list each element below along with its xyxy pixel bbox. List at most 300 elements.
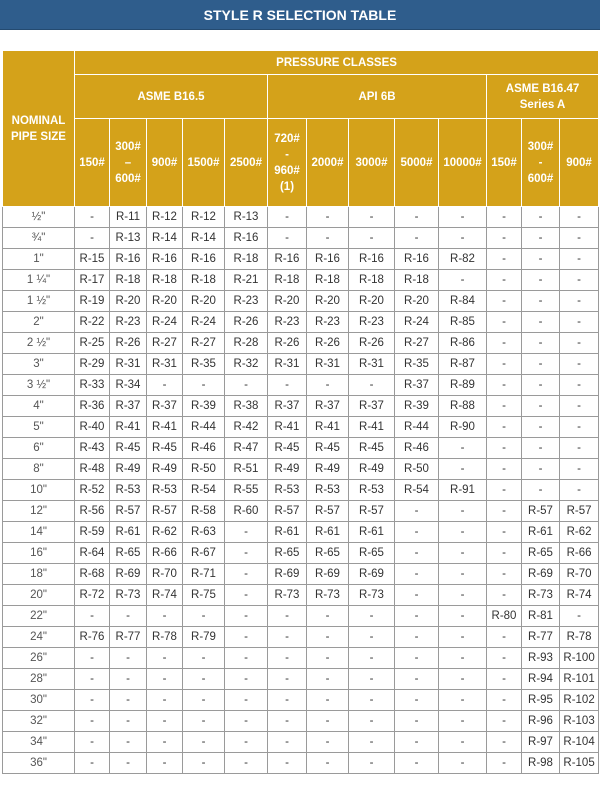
- ring-number-cell: -: [147, 648, 183, 669]
- ring-number-cell: -: [439, 648, 487, 669]
- class-header-line: 600#: [527, 172, 554, 185]
- ring-number-cell: R-45: [268, 438, 307, 459]
- ring-number-cell: R-29: [75, 354, 110, 375]
- ring-number-cell: -: [110, 753, 147, 774]
- ring-number-cell: R-65: [268, 543, 307, 564]
- ring-number-cell: R-85: [439, 312, 487, 333]
- ring-number-cell: -: [349, 606, 395, 627]
- ring-number-cell: R-57: [560, 501, 599, 522]
- ring-number-cell: -: [560, 480, 599, 501]
- ring-number-cell: -: [307, 627, 349, 648]
- table-row: [3, 543, 599, 564]
- ring-number-cell: R-49: [147, 459, 183, 480]
- ring-number-cell: -: [268, 228, 307, 249]
- ring-number-cell: -: [395, 753, 439, 774]
- ring-number-cell: R-24: [183, 312, 225, 333]
- ring-number-cell: -: [487, 711, 522, 732]
- ring-number-cell: -: [75, 228, 110, 249]
- class-header-line: -: [538, 156, 543, 169]
- asme-b16-5-header: ASME B16.5: [75, 75, 268, 119]
- pipe-size-cell: 24": [3, 627, 75, 648]
- ring-number-cell: R-54: [183, 480, 225, 501]
- class-header-cell: [349, 119, 395, 207]
- ring-number-cell: -: [307, 207, 349, 228]
- ring-number-cell: -: [110, 690, 147, 711]
- ring-number-cell: -: [522, 396, 560, 417]
- ring-number-cell: R-37: [110, 396, 147, 417]
- pipe-size-cell: 3": [3, 354, 75, 375]
- ring-number-cell: R-11: [110, 207, 147, 228]
- ring-number-cell: -: [439, 627, 487, 648]
- table-row: [3, 291, 599, 312]
- ring-number-cell: R-102: [560, 690, 599, 711]
- ring-number-cell: R-20: [307, 291, 349, 312]
- ring-number-cell: -: [395, 648, 439, 669]
- ring-number-cell: -: [522, 375, 560, 396]
- ring-number-cell: -: [225, 375, 268, 396]
- ring-number-cell: R-78: [147, 627, 183, 648]
- ring-number-cell: R-59: [75, 522, 110, 543]
- class-header-cell: [75, 119, 110, 207]
- ring-number-cell: -: [183, 648, 225, 669]
- ring-number-cell: R-54: [395, 480, 439, 501]
- table-row: [3, 711, 599, 732]
- ring-number-cell: R-57: [349, 501, 395, 522]
- ring-number-cell: R-88: [439, 396, 487, 417]
- ring-number-cell: R-37: [349, 396, 395, 417]
- ring-number-cell: -: [395, 732, 439, 753]
- pipe-size-cell: 1 ¼": [3, 270, 75, 291]
- ring-number-cell: R-18: [147, 270, 183, 291]
- ring-number-cell: R-14: [183, 228, 225, 249]
- table-row: [3, 585, 599, 606]
- pipe-size-cell: 12": [3, 501, 75, 522]
- pipe-size-cell: 2 ½": [3, 333, 75, 354]
- ring-number-cell: R-28: [225, 333, 268, 354]
- ring-number-cell: R-67: [183, 543, 225, 564]
- ring-number-cell: R-31: [147, 354, 183, 375]
- ring-number-cell: -: [439, 606, 487, 627]
- ring-number-cell: -: [307, 753, 349, 774]
- pressure-classes-header: PRESSURE CLASSES: [75, 51, 599, 75]
- ring-number-cell: R-45: [349, 438, 395, 459]
- ring-number-cell: -: [307, 648, 349, 669]
- ring-number-cell: R-77: [110, 627, 147, 648]
- ring-number-cell: -: [487, 522, 522, 543]
- ring-number-cell: -: [395, 207, 439, 228]
- ring-number-cell: -: [395, 711, 439, 732]
- table-row: [3, 732, 599, 753]
- class-header-cell: [110, 119, 147, 207]
- ring-number-cell: R-32: [225, 354, 268, 375]
- pipe-size-cell: 34": [3, 732, 75, 753]
- ring-number-cell: R-26: [307, 333, 349, 354]
- ring-number-cell: R-51: [225, 459, 268, 480]
- ring-number-cell: -: [268, 606, 307, 627]
- ring-number-cell: R-52: [75, 480, 110, 501]
- ring-number-cell: R-40: [75, 417, 110, 438]
- ring-number-cell: -: [268, 711, 307, 732]
- class-header-cell: [522, 119, 560, 207]
- ring-number-cell: -: [110, 606, 147, 627]
- asme-b16-47-header: ASME B16.47 Series A: [487, 75, 599, 119]
- pipe-size-cell: 3 ½": [3, 375, 75, 396]
- ring-number-cell: -: [225, 732, 268, 753]
- ring-number-cell: -: [307, 375, 349, 396]
- ring-number-cell: R-89: [439, 375, 487, 396]
- ring-number-cell: -: [439, 732, 487, 753]
- table-row: [3, 606, 599, 627]
- ring-number-cell: R-56: [75, 501, 110, 522]
- ring-number-cell: R-65: [522, 543, 560, 564]
- ring-number-cell: R-16: [349, 249, 395, 270]
- ring-number-cell: -: [439, 270, 487, 291]
- ring-number-cell: R-91: [439, 480, 487, 501]
- ring-number-cell: -: [395, 690, 439, 711]
- ring-number-cell: -: [487, 438, 522, 459]
- ring-number-cell: -: [349, 648, 395, 669]
- ring-number-cell: R-39: [395, 396, 439, 417]
- ring-number-cell: -: [439, 459, 487, 480]
- ring-number-cell: -: [349, 669, 395, 690]
- pipe-size-cell: 28": [3, 669, 75, 690]
- ring-number-cell: R-49: [268, 459, 307, 480]
- ring-number-cell: R-41: [110, 417, 147, 438]
- ring-number-cell: R-93: [522, 648, 560, 669]
- nominal-pipe-size-header: NOMINAL PIPE SIZE: [3, 51, 75, 207]
- ring-number-cell: R-103: [560, 711, 599, 732]
- ring-number-cell: -: [225, 711, 268, 732]
- ring-number-cell: -: [487, 753, 522, 774]
- ring-number-cell: R-64: [75, 543, 110, 564]
- ring-number-cell: -: [439, 564, 487, 585]
- ring-number-cell: R-73: [110, 585, 147, 606]
- ring-number-cell: -: [560, 417, 599, 438]
- ring-number-cell: -: [349, 375, 395, 396]
- ring-number-cell: -: [439, 207, 487, 228]
- ring-number-cell: R-72: [75, 585, 110, 606]
- ring-number-cell: R-18: [225, 249, 268, 270]
- class-header-line: 300#: [115, 140, 141, 153]
- ring-number-cell: R-33: [75, 375, 110, 396]
- ring-number-cell: R-31: [268, 354, 307, 375]
- ring-number-cell: -: [183, 732, 225, 753]
- ring-number-cell: R-57: [307, 501, 349, 522]
- pipe-size-cell: 20": [3, 585, 75, 606]
- class-header-line: 150#: [491, 156, 517, 169]
- ring-number-cell: R-44: [395, 417, 439, 438]
- table-row: [3, 501, 599, 522]
- ring-number-cell: -: [522, 333, 560, 354]
- table-row: [3, 522, 599, 543]
- ring-number-cell: R-79: [183, 627, 225, 648]
- ring-number-cell: R-38: [225, 396, 268, 417]
- ring-number-cell: -: [560, 375, 599, 396]
- table-row: [3, 333, 599, 354]
- pipe-size-cell: 1": [3, 249, 75, 270]
- ring-number-cell: -: [395, 606, 439, 627]
- ring-number-cell: R-63: [183, 522, 225, 543]
- pipe-size-cell: 32": [3, 711, 75, 732]
- ring-number-cell: R-23: [225, 291, 268, 312]
- ring-number-cell: R-73: [307, 585, 349, 606]
- pipe-size-cell: 8": [3, 459, 75, 480]
- ring-number-cell: -: [225, 543, 268, 564]
- class-header-line: 2000#: [311, 156, 344, 169]
- pipe-size-cell: 22": [3, 606, 75, 627]
- ring-number-cell: R-27: [395, 333, 439, 354]
- ring-number-cell: R-48: [75, 459, 110, 480]
- pipe-size-cell: 5": [3, 417, 75, 438]
- class-header-line: 900#: [566, 156, 592, 169]
- ring-number-cell: R-76: [75, 627, 110, 648]
- ring-number-cell: R-20: [147, 291, 183, 312]
- ring-number-cell: -: [522, 249, 560, 270]
- ring-number-cell: R-31: [349, 354, 395, 375]
- class-header-cell: [560, 119, 599, 207]
- ring-number-cell: R-65: [110, 543, 147, 564]
- ring-number-cell: R-23: [268, 312, 307, 333]
- ring-number-cell: -: [487, 228, 522, 249]
- ring-number-cell: -: [487, 417, 522, 438]
- ring-number-cell: -: [395, 543, 439, 564]
- ring-number-cell: R-55: [225, 480, 268, 501]
- class-header-line: 3000#: [355, 156, 388, 169]
- ring-number-cell: R-61: [522, 522, 560, 543]
- ring-number-cell: R-100: [560, 648, 599, 669]
- ring-number-cell: -: [183, 711, 225, 732]
- ring-number-cell: -: [349, 207, 395, 228]
- ring-number-cell: -: [75, 753, 110, 774]
- ring-number-cell: -: [183, 690, 225, 711]
- ring-number-cell: R-26: [225, 312, 268, 333]
- ring-number-cell: -: [522, 228, 560, 249]
- ring-number-cell: R-16: [225, 228, 268, 249]
- ring-number-cell: R-35: [395, 354, 439, 375]
- ring-number-cell: R-23: [307, 312, 349, 333]
- table-row: [3, 249, 599, 270]
- ring-number-cell: R-74: [147, 585, 183, 606]
- pipe-size-cell: 2": [3, 312, 75, 333]
- class-header-cell: [395, 119, 439, 207]
- ring-number-cell: -: [560, 459, 599, 480]
- ring-number-cell: -: [560, 291, 599, 312]
- ring-number-cell: -: [439, 711, 487, 732]
- ring-number-cell: -: [183, 606, 225, 627]
- class-header-line: 300#: [527, 140, 554, 153]
- ring-number-cell: R-16: [110, 249, 147, 270]
- ring-number-cell: R-69: [307, 564, 349, 585]
- ring-number-cell: -: [487, 354, 522, 375]
- ring-number-cell: -: [560, 396, 599, 417]
- ring-number-cell: -: [147, 732, 183, 753]
- ring-number-cell: R-20: [395, 291, 439, 312]
- ring-number-cell: R-57: [268, 501, 307, 522]
- ring-number-cell: -: [487, 480, 522, 501]
- ring-number-cell: -: [560, 207, 599, 228]
- ring-number-cell: -: [307, 669, 349, 690]
- ring-number-cell: R-12: [147, 207, 183, 228]
- table-row: [3, 228, 599, 249]
- pipe-size-cell: 4": [3, 396, 75, 417]
- ring-number-cell: R-73: [268, 585, 307, 606]
- ring-number-cell: R-46: [183, 438, 225, 459]
- table-row: [3, 480, 599, 501]
- ring-number-cell: R-34: [110, 375, 147, 396]
- table-row: [3, 207, 599, 228]
- ring-number-cell: -: [147, 753, 183, 774]
- ring-number-cell: R-21: [225, 270, 268, 291]
- ring-number-cell: -: [487, 732, 522, 753]
- ring-number-cell: -: [395, 669, 439, 690]
- selection-table: [2, 50, 599, 774]
- pipe-size-cell: 26": [3, 648, 75, 669]
- ring-number-cell: -: [183, 375, 225, 396]
- ring-number-cell: R-73: [522, 585, 560, 606]
- ring-number-cell: -: [439, 228, 487, 249]
- ring-number-cell: -: [560, 354, 599, 375]
- table-row: [3, 690, 599, 711]
- ring-number-cell: -: [75, 711, 110, 732]
- ring-number-cell: R-25: [75, 333, 110, 354]
- ring-number-cell: -: [183, 753, 225, 774]
- table-header: [3, 51, 599, 207]
- ring-number-cell: -: [225, 585, 268, 606]
- ring-number-cell: -: [110, 669, 147, 690]
- ring-number-cell: -: [225, 627, 268, 648]
- ring-number-cell: -: [75, 732, 110, 753]
- ring-number-cell: R-12: [183, 207, 225, 228]
- ring-number-cell: -: [268, 732, 307, 753]
- ring-number-cell: R-18: [183, 270, 225, 291]
- ring-number-cell: -: [487, 690, 522, 711]
- ring-number-cell: -: [439, 501, 487, 522]
- ring-number-cell: R-74: [560, 585, 599, 606]
- ring-number-cell: R-22: [75, 312, 110, 333]
- ring-number-cell: R-26: [349, 333, 395, 354]
- class-header-cell: [268, 119, 307, 207]
- ring-number-cell: -: [522, 354, 560, 375]
- ring-number-cell: R-20: [110, 291, 147, 312]
- ring-number-cell: -: [268, 690, 307, 711]
- ring-number-cell: R-41: [268, 417, 307, 438]
- ring-number-cell: -: [307, 228, 349, 249]
- pipe-size-cell: 16": [3, 543, 75, 564]
- ring-number-cell: R-49: [307, 459, 349, 480]
- ring-number-cell: R-53: [349, 480, 395, 501]
- ring-number-cell: -: [560, 438, 599, 459]
- ring-number-cell: -: [395, 564, 439, 585]
- ring-number-cell: -: [487, 291, 522, 312]
- ring-number-cell: R-18: [307, 270, 349, 291]
- ring-number-cell: R-53: [268, 480, 307, 501]
- table-row: [3, 564, 599, 585]
- ring-number-cell: -: [268, 669, 307, 690]
- table-row: [3, 417, 599, 438]
- ring-number-cell: -: [560, 333, 599, 354]
- ring-number-cell: -: [110, 732, 147, 753]
- ring-number-cell: -: [487, 396, 522, 417]
- ring-number-cell: R-94: [522, 669, 560, 690]
- ring-number-cell: R-45: [147, 438, 183, 459]
- ring-number-cell: R-18: [395, 270, 439, 291]
- ring-number-cell: -: [147, 606, 183, 627]
- ring-number-cell: R-45: [307, 438, 349, 459]
- pipe-size-cell: 36": [3, 753, 75, 774]
- ring-number-cell: -: [225, 690, 268, 711]
- ring-number-cell: -: [75, 669, 110, 690]
- ring-number-cell: R-44: [183, 417, 225, 438]
- ring-number-cell: R-57: [147, 501, 183, 522]
- table-row: [3, 753, 599, 774]
- pipe-size-cell: 10": [3, 480, 75, 501]
- ring-number-cell: -: [439, 438, 487, 459]
- ring-number-cell: R-73: [349, 585, 395, 606]
- ring-number-cell: R-31: [307, 354, 349, 375]
- ring-number-cell: R-69: [349, 564, 395, 585]
- ring-number-cell: R-41: [147, 417, 183, 438]
- ring-number-cell: R-61: [307, 522, 349, 543]
- ring-number-cell: R-41: [307, 417, 349, 438]
- ring-number-cell: R-26: [110, 333, 147, 354]
- ring-number-cell: -: [439, 753, 487, 774]
- class-header-line: –: [124, 156, 132, 169]
- ring-number-cell: -: [439, 585, 487, 606]
- table-row: [3, 438, 599, 459]
- ring-number-cell: -: [268, 753, 307, 774]
- ring-number-cell: -: [487, 270, 522, 291]
- ring-number-cell: -: [560, 270, 599, 291]
- ring-number-cell: -: [395, 501, 439, 522]
- class-header-cell: [307, 119, 349, 207]
- class-header-cell: [439, 119, 487, 207]
- ring-number-cell: R-37: [147, 396, 183, 417]
- ring-number-cell: R-61: [349, 522, 395, 543]
- ring-number-cell: R-24: [395, 312, 439, 333]
- class-header-line: 720#: [274, 132, 300, 145]
- ring-number-cell: -: [522, 291, 560, 312]
- ring-number-cell: -: [75, 606, 110, 627]
- ring-number-cell: R-82: [439, 249, 487, 270]
- ring-number-cell: R-47: [225, 438, 268, 459]
- ring-number-cell: R-97: [522, 732, 560, 753]
- ring-number-cell: R-62: [147, 522, 183, 543]
- ring-number-cell: R-104: [560, 732, 599, 753]
- ring-number-cell: -: [268, 648, 307, 669]
- ring-number-cell: R-66: [147, 543, 183, 564]
- ring-number-cell: R-37: [395, 375, 439, 396]
- class-header-line: 900#: [151, 156, 178, 169]
- ring-number-cell: R-65: [307, 543, 349, 564]
- class-header-row: [3, 119, 599, 207]
- ring-number-cell: -: [522, 438, 560, 459]
- ring-number-cell: R-45: [110, 438, 147, 459]
- ring-number-cell: R-78: [560, 627, 599, 648]
- ring-number-cell: R-13: [110, 228, 147, 249]
- ring-number-cell: R-50: [183, 459, 225, 480]
- ring-number-cell: R-95: [522, 690, 560, 711]
- ring-number-cell: -: [349, 690, 395, 711]
- ring-number-cell: -: [349, 711, 395, 732]
- table-row: [3, 669, 599, 690]
- ring-number-cell: R-19: [75, 291, 110, 312]
- class-header-line: 150#: [79, 156, 105, 169]
- pipe-size-cell: 18": [3, 564, 75, 585]
- ring-number-cell: R-75: [183, 585, 225, 606]
- ring-number-cell: -: [183, 669, 225, 690]
- ring-number-cell: R-80: [487, 606, 522, 627]
- class-header-cell: [225, 119, 268, 207]
